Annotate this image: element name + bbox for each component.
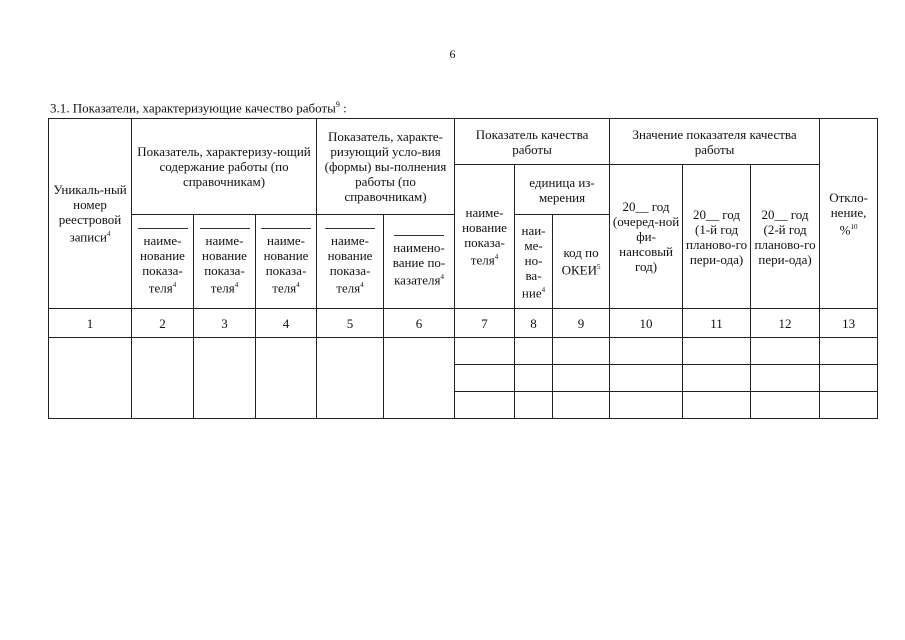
header-content-name-2-text: наиме-нование показа-теля xyxy=(202,232,247,296)
column-number: 4 xyxy=(256,309,317,338)
header-content-name-3-text: наиме-нование показа-теля xyxy=(263,232,309,296)
section-title xyxy=(50,100,347,116)
header-content-name-2 xyxy=(194,215,256,309)
column-number: 10 xyxy=(610,309,683,338)
header-conditions-name-2-note: 4 xyxy=(440,273,444,282)
header-deviation-note: 10 xyxy=(850,222,858,231)
data-row xyxy=(49,338,878,365)
quality-indicators-table xyxy=(48,118,878,419)
data-cell[interactable] xyxy=(515,365,553,392)
data-cell[interactable] xyxy=(751,338,820,365)
data-cell[interactable] xyxy=(553,338,610,365)
header-content-indicator: Показатель, характеризу-ющий содержание работы (по справочникам) xyxy=(132,119,317,215)
header-conditions-name-1 xyxy=(317,215,384,309)
header-unit: единица из-мерения xyxy=(515,165,610,215)
header-deviation xyxy=(820,119,878,309)
header-content-name-3 xyxy=(256,215,317,309)
column-number: 3 xyxy=(194,309,256,338)
column-number: 6 xyxy=(384,309,455,338)
data-cell[interactable] xyxy=(455,365,515,392)
header-unit-code-note: 5 xyxy=(596,263,601,272)
column-number: 8 xyxy=(515,309,553,338)
header-unique-number xyxy=(49,119,132,309)
header-quality-indicator: Показатель качества работы xyxy=(455,119,610,165)
header-unit-name xyxy=(515,215,553,309)
data-cell[interactable] xyxy=(683,365,751,392)
data-cell[interactable] xyxy=(384,338,455,419)
section-title-note: 9 xyxy=(335,100,340,109)
header-year-3: 20__ год (2-й год планово-го пери-ода) xyxy=(751,165,820,309)
header-quality-name xyxy=(455,165,515,309)
blank-line xyxy=(138,228,188,229)
column-number: 1 xyxy=(49,309,132,338)
data-cell[interactable] xyxy=(194,338,256,419)
column-number: 5 xyxy=(317,309,384,338)
data-cell[interactable] xyxy=(820,392,878,419)
header-year-1: 20__ год (очеред-ной фи-нансовый год) xyxy=(610,165,683,309)
data-cell[interactable] xyxy=(683,338,751,365)
header-unit-code-text: код по ОКЕИ xyxy=(561,245,599,278)
data-cell[interactable] xyxy=(132,338,194,419)
header-conditions-name-1-note: 4 xyxy=(360,280,364,289)
header-conditions-name-2-text: наимено-вание по-казателя xyxy=(392,240,446,288)
data-cell[interactable] xyxy=(683,392,751,419)
data-cell[interactable] xyxy=(49,338,132,419)
column-number: 12 xyxy=(751,309,820,338)
data-cell[interactable] xyxy=(455,338,515,365)
header-unit-name-text: наи-ме-но-ва-ние xyxy=(521,222,546,301)
data-cell[interactable] xyxy=(317,338,384,419)
blank-line xyxy=(394,235,444,236)
header-unique-number-note: 4 xyxy=(106,230,111,239)
header-indicator-value: Значение показателя качества работы xyxy=(610,119,820,165)
data-cell[interactable] xyxy=(553,365,610,392)
column-number: 7 xyxy=(455,309,515,338)
header-conditions-name-2 xyxy=(384,215,455,309)
blank-line xyxy=(325,228,375,229)
header-content-name-3-note: 4 xyxy=(296,280,300,289)
header-conditions-indicator: Показатель, характе-ризующий усло-вия (формы) вы-полнения работы (по справочникам) xyxy=(317,119,455,215)
column-number: 13 xyxy=(820,309,878,338)
column-numbers-row xyxy=(49,309,878,338)
header-year-2: 20__ год (1-й год планово-го пери-ода) xyxy=(683,165,751,309)
header-content-name-2-note: 4 xyxy=(234,280,239,289)
header-quality-name-text: наиме-нование показа-теля xyxy=(462,205,507,268)
header-content-name-1 xyxy=(132,215,194,309)
header-deviation-text: Откло-нение, % xyxy=(829,189,868,238)
section-title-suffix: : xyxy=(339,100,347,116)
data-cell[interactable] xyxy=(820,338,878,365)
header-content-name-1-note: 4 xyxy=(172,280,177,289)
header-content-name-1-text: наиме-нование показа-теля xyxy=(140,232,185,296)
data-cell[interactable] xyxy=(553,392,610,419)
data-cell[interactable] xyxy=(751,365,820,392)
header-quality-name-note: 4 xyxy=(494,253,499,262)
data-cell[interactable] xyxy=(256,338,317,419)
data-cell[interactable] xyxy=(820,365,878,392)
data-cell[interactable] xyxy=(610,365,683,392)
data-cell[interactable] xyxy=(515,392,553,419)
column-number: 2 xyxy=(132,309,194,338)
header-unit-name-note: 4 xyxy=(541,285,546,294)
header-conditions-name-1-text: наиме-нование показа-теля xyxy=(327,232,373,296)
page-number: 6 xyxy=(449,47,456,61)
column-number: 11 xyxy=(683,309,751,338)
data-cell[interactable] xyxy=(455,392,515,419)
header-unique-number-text: Уникаль-ный номер реестровой записи xyxy=(53,182,127,245)
blank-line xyxy=(261,228,311,229)
data-cell[interactable] xyxy=(751,392,820,419)
data-cell[interactable] xyxy=(515,338,553,365)
blank-line xyxy=(200,228,250,229)
header-unit-code xyxy=(553,215,610,309)
column-number: 9 xyxy=(553,309,610,338)
section-title-text: 3.1. Показатели, характеризующие качество работы xyxy=(50,100,336,116)
data-cell[interactable] xyxy=(610,392,683,419)
data-cell[interactable] xyxy=(610,338,683,365)
